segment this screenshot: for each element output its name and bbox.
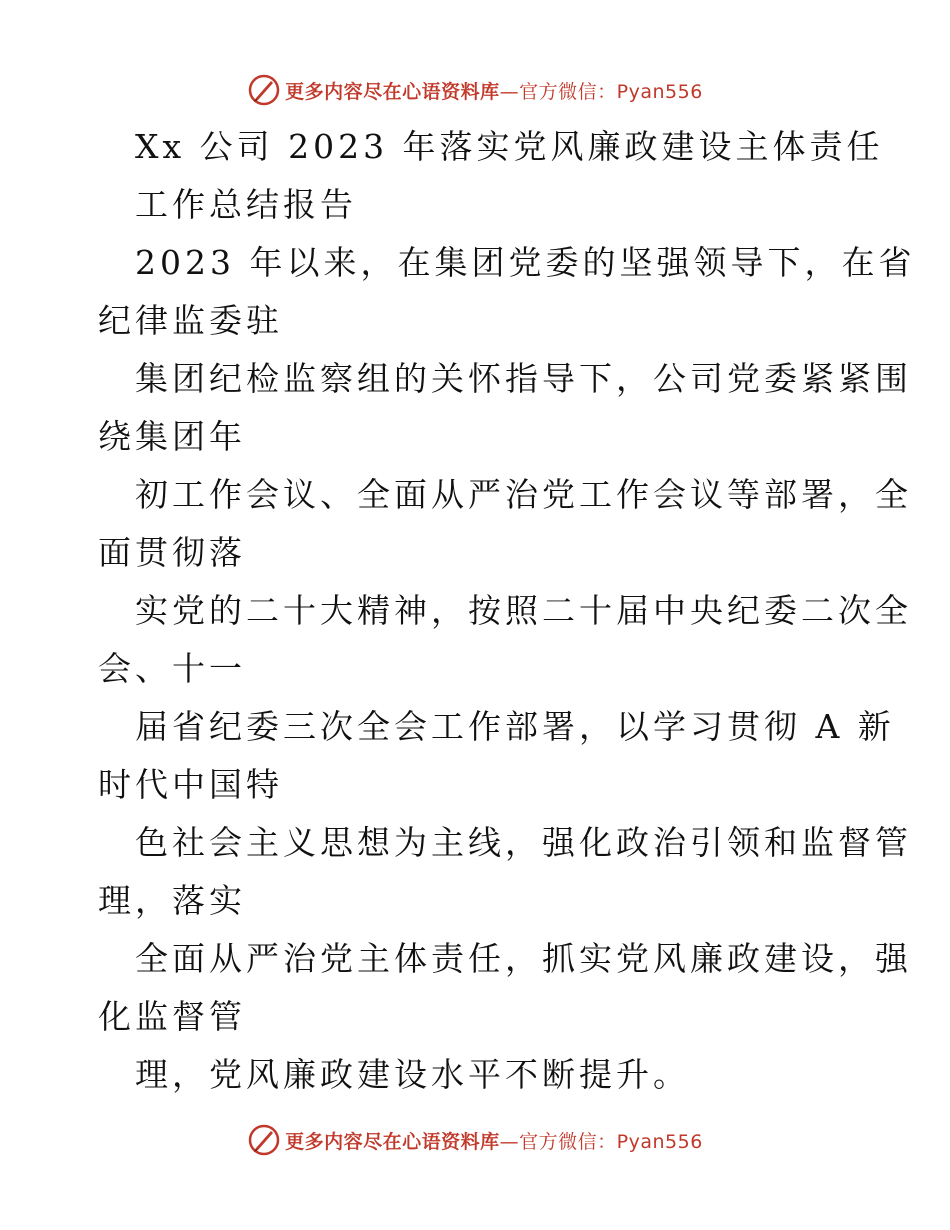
paragraph-line: 集团纪检监察组的关怀指导下，公司党委紧紧围 [135, 359, 912, 398]
document-title-line-2: 工作总结报告 [135, 185, 357, 224]
paragraph-line: 理，落实 [98, 881, 246, 920]
paragraph-line: 化监督管 [98, 997, 246, 1036]
paragraph-line: 会、十一 [98, 649, 246, 688]
paragraph-line: 2023 年以来，在集团党委的坚强领导下，在省 [135, 243, 916, 282]
paragraph-line: 届省纪委三次全会工作部署，以学习贯彻 A 新 [135, 707, 895, 746]
watermark-text: 更多内容尽在心语资料库 [285, 1130, 500, 1153]
paragraph-line: 色社会主义思想为主线，强化政治引领和监督管 [135, 823, 912, 862]
paragraph-line: 时代中国特 [98, 765, 283, 804]
watermark-suffix: —官方微信：Pyan556 [499, 80, 703, 103]
watermark-suffix: —官方微信：Pyan556 [499, 1130, 703, 1153]
paragraph-line: 面贯彻落 [98, 533, 246, 572]
paragraph-line: 初工作会议、全面从严治党工作会议等部署，全 [135, 475, 912, 514]
paragraph-line: 理，党风廉政建设水平不断提升。 [135, 1055, 690, 1094]
document-title-line-1: Xx 公司 2023 年落实党风廉政建设主体责任 [135, 127, 884, 166]
quill-logo-icon [247, 73, 281, 107]
paragraph-line: 实党的二十大精神，按照二十届中央纪委二次全 [135, 591, 912, 630]
watermark-text: 更多内容尽在心语资料库 [285, 80, 500, 103]
footer-watermark [0, 1120, 950, 1160]
paragraph-line: 纪律监委驻 [98, 301, 283, 340]
paragraph-line: 绕集团年 [98, 417, 246, 456]
header-watermark [0, 70, 950, 110]
quill-logo-icon [247, 1123, 281, 1157]
paragraph-line: 全面从严治党主体责任，抓实党风廉政建设，强 [135, 939, 912, 978]
